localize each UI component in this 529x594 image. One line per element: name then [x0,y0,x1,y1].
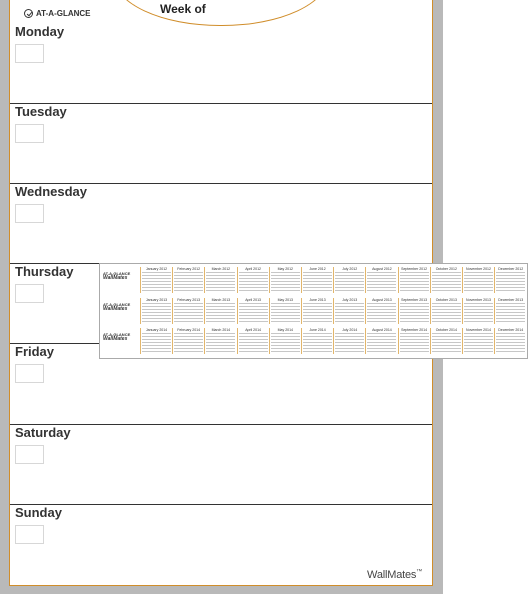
mini-month [172,298,203,324]
strip-logo-product: WallMates [103,336,128,342]
calendar-year-row [100,265,529,295]
mini-month-name: June 2012 [309,267,326,271]
mini-month-name: December 2012 [498,267,524,271]
mini-month-name: November 2012 [466,267,491,271]
mini-month-grid [239,333,268,352]
mini-month [398,298,429,324]
mini-month-name: August 2013 [372,298,392,302]
mini-month-grid [367,272,396,291]
mini-month-grid [239,272,268,291]
mini-month-name: September 2014 [401,328,428,332]
strip-logo [103,271,141,281]
mini-month [430,267,461,293]
strip-logo-product: WallMates [103,306,128,312]
mini-month [494,328,525,354]
day-checkbox-monday[interactable] [15,44,44,63]
mini-month-name: July 2013 [342,298,358,302]
week-of-label: Week of [160,2,206,16]
mini-month [462,267,493,293]
mini-month-grid [206,333,235,352]
mini-month-grid [496,333,525,352]
day-checkbox-sunday[interactable] [15,525,44,544]
mini-month [204,298,235,324]
mini-month-name: September 2013 [401,298,428,302]
mini-month-name: January 2012 [145,267,168,271]
mini-month [494,298,525,324]
mini-month-grid [206,272,235,291]
mini-month-name: July 2012 [342,267,358,271]
mini-month-name: September 2012 [401,267,428,271]
mini-month-name: June 2014 [309,328,326,332]
strip-logo [103,302,141,312]
calendar-strip [99,263,528,359]
mini-month-name: April 2013 [245,298,261,302]
mini-month-grid [174,272,203,291]
mini-month [398,267,429,293]
mini-month [140,267,171,293]
mini-month [269,328,300,354]
mini-month [430,298,461,324]
calendar-year-row [100,326,529,356]
mini-month-name: November 2014 [466,328,491,332]
mini-month [333,267,364,293]
mini-month-name: August 2014 [372,328,392,332]
day-label-wednesday: Wednesday [15,184,88,199]
mini-month-grid [432,272,461,291]
mini-month [172,328,203,354]
day-label-sunday: Sunday [15,505,62,520]
mini-month-grid [464,303,493,322]
mini-month [140,298,171,324]
mini-month [333,328,364,354]
mini-month-name: February 2012 [177,267,201,271]
brand-name: AT-A-GLANCE [36,9,91,18]
mini-month [301,267,332,293]
mini-month [398,328,429,354]
day-label-saturday: Saturday [15,425,71,440]
mini-month [494,267,525,293]
mini-month [333,298,364,324]
day-label-tuesday: Tuesday [15,104,67,119]
wallmates-logo: WallMates™ [367,569,422,581]
mini-month [462,298,493,324]
mini-month-grid [496,303,525,322]
mini-month-grid [271,333,300,352]
mini-month-name: January 2013 [145,298,168,302]
mini-month-grid [400,303,429,322]
mini-month [301,328,332,354]
mini-month-grid [271,272,300,291]
day-checkbox-saturday[interactable] [15,445,44,464]
mini-month [140,328,171,354]
day-divider [10,103,432,104]
mini-month [365,267,396,293]
mini-month [269,298,300,324]
mini-month-grid [174,333,203,352]
mini-month-name: October 2014 [435,328,457,332]
mini-month-grid [367,333,396,352]
mini-month-name: April 2014 [245,328,261,332]
mini-month [365,298,396,324]
mini-month-grid [142,303,171,322]
mini-month-name: October 2012 [435,267,457,271]
mini-month-name: March 2014 [211,328,231,332]
mini-month-name: December 2013 [498,298,524,302]
mini-month [301,298,332,324]
mini-month-grid [496,272,525,291]
day-label-thursday: Thursday [15,264,74,279]
mini-month-name: June 2013 [309,298,326,302]
mini-month-grid [303,272,332,291]
mini-month [204,328,235,354]
mini-month-grid [432,333,461,352]
day-divider [10,424,432,425]
day-divider [10,183,432,184]
mini-month-name: May 2013 [277,298,293,302]
strip-logo [103,332,141,342]
mini-month-grid [400,333,429,352]
mini-month-name: August 2012 [372,267,392,271]
mini-month [237,298,268,324]
mini-month-name: February 2014 [177,328,201,332]
mini-month [365,328,396,354]
mini-month-grid [335,303,364,322]
mini-month-name: October 2013 [435,298,457,302]
mini-month [237,267,268,293]
mini-month-grid [142,272,171,291]
day-label-friday: Friday [15,344,55,359]
mini-month [237,328,268,354]
mini-month-name: May 2012 [277,267,293,271]
mini-month-grid [335,272,364,291]
mini-month-name: March 2013 [211,298,231,302]
mini-month-name: April 2012 [245,267,261,271]
mini-month-grid [335,333,364,352]
mini-month-grid [303,303,332,322]
brand-check-icon [24,9,33,18]
strip-logo-product: WallMates [103,275,128,281]
day-checkbox-wednesday[interactable] [15,204,44,223]
mini-month-name: February 2013 [177,298,201,302]
mini-month-name: November 2013 [466,298,491,302]
strip-logo-brand: AT-A-GLANCE [103,332,131,337]
mini-month-grid [464,333,493,352]
mini-month-grid [367,303,396,322]
mini-month-grid [303,333,332,352]
mini-month-name: July 2014 [342,328,358,332]
strip-logo-brand: AT-A-GLANCE [103,271,131,276]
day-checkbox-friday[interactable] [15,364,44,383]
day-divider [10,504,432,505]
mini-month-grid [174,303,203,322]
mini-month-grid [432,303,461,322]
day-label-monday: Monday [15,24,65,39]
mini-month-name: March 2012 [211,267,231,271]
calendar-year-row [100,296,529,326]
week-of-tab [113,0,329,26]
mini-month-name: January 2014 [145,328,168,332]
strip-logo-brand: AT-A-GLANCE [103,302,131,307]
day-checkbox-thursday[interactable] [15,284,44,303]
mini-month [462,328,493,354]
mini-month [430,328,461,354]
mini-month-grid [400,272,429,291]
mini-month [204,267,235,293]
mini-month-grid [239,303,268,322]
mini-month-name: December 2014 [498,328,524,332]
mini-month-name: May 2014 [277,328,293,332]
wallmates-text: WallMates [367,569,417,581]
mini-month [269,267,300,293]
mini-month-grid [142,333,171,352]
mini-month [172,267,203,293]
day-checkbox-tuesday[interactable] [15,124,44,143]
mini-month-grid [271,303,300,322]
brand-logo [24,9,91,18]
mini-month-grid [464,272,493,291]
mini-month-grid [206,303,235,322]
